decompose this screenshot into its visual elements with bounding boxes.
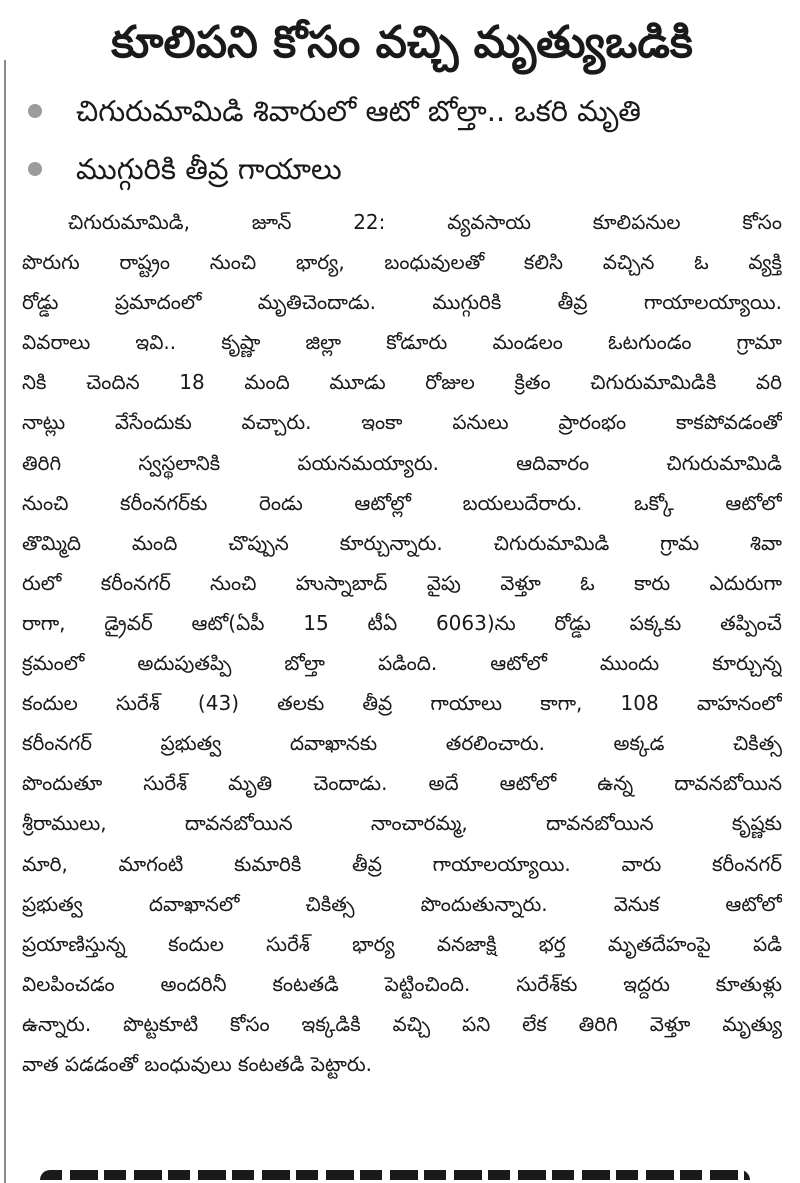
body-line: శ్రీరాములు, దావనబోయిన నాంచారమ్మ, దావనబోయిన కృష్ణకు bbox=[22, 811, 782, 836]
body-line: ప్రభుత్వ దవాఖానలో చికిత్స పొందుతున్నారు. వెనుక ఆటోలో bbox=[22, 891, 782, 916]
column-rule bbox=[4, 60, 6, 1183]
body-line: తొమ్మిది మంది చొప్పున కూర్చున్నారు. చిగురుమామిడి గ్రామ శివా bbox=[22, 530, 782, 555]
body-line: నాట్లు వేసేందుకు వచ్చారు. ఇంకా పనులు ప్రారంభం కాకపోవడంతో bbox=[22, 410, 782, 435]
body-line: ఉన్నారు. పొట్టకూటి కోసం ఇక్కడికి వచ్చి పని లేక తిరిగి వెళ్తూ మృత్యు bbox=[22, 1011, 782, 1036]
next-article-headline-cutoff bbox=[40, 1160, 750, 1180]
bullet-dot-icon bbox=[28, 104, 42, 118]
body-line: మారి, మాగంటి కుమారికి తీవ్ర గాయాలయ్యాయి. వారు కరీంనగర్ bbox=[22, 851, 782, 876]
body-line: క్రమంలో అదుపుతప్పి బోల్తా పడింది. ఆటోలో ముందు కూర్చున్న bbox=[22, 651, 782, 676]
subhead-item bbox=[22, 140, 782, 198]
body-line: కందుల సురేశ్ (43) తలకు తీవ్ర గాయాలు కాగా, 108 వాహనంలో bbox=[22, 691, 782, 716]
body-line: చిగురుమామిడి, జూన్ 22: వ్యవసాయ కూలిపనుల కోసం bbox=[68, 210, 782, 234]
headline: కూలిపని కోసం వచ్చి మృత్యుఒడికి bbox=[111, 17, 693, 68]
body-line: పొందుతూ సురేశ్ మృతి చెందాడు. అదే ఆటోలో ఉన్న దావనబోయిన bbox=[22, 771, 782, 796]
body-line: రులో కరీంనగర్ నుంచి హుస్నాబాద్ వైపు వెళ్తూ ఓ కారు ఎదురుగా bbox=[22, 570, 782, 595]
body-line: కరీంనగర్ ప్రభుత్వ దవాఖానకు తరలించారు. అక్కడ చికిత్స bbox=[22, 731, 782, 756]
body-line: ప్రయాణిస్తున్న కందుల సురేశ్ భార్య వనజాక్షి భర్త మృతదేహంపై పడి bbox=[22, 931, 782, 956]
body-line: నుంచి కరీంనగర్‌కు రెండు ఆటోల్లో బయలుదేరారు. ఒక్కో ఆటోలో bbox=[22, 490, 782, 515]
article-body bbox=[22, 202, 782, 1084]
body-line: వాత పడడంతో బంధువులు కంటతడి పెట్టారు. bbox=[22, 1051, 372, 1076]
body-line: తిరిగి స్వస్థలానికి పయనమయ్యారు. ఆదివారం చిగురుమామిడి bbox=[22, 450, 782, 475]
body-line: పొరుగు రాష్ట్రం నుంచి భార్య, బంధువులతో కలిసి వచ్చిన ఓ వ్యక్తి bbox=[22, 250, 782, 275]
subhead-item bbox=[22, 82, 782, 140]
subhead-text: చిగురుమామిడి శివారులో ఆటో బోల్తా.. ఒకరి మృతి bbox=[76, 94, 641, 128]
subhead-list bbox=[22, 82, 782, 198]
bullet-dot-icon bbox=[28, 162, 42, 176]
body-line: విలపించడం అందరినీ కంటతడి పెట్టించింది. సురేశ్‌కు ఇద్దరు కూతుళ్లు bbox=[22, 971, 782, 996]
body-line: రోడ్డు ప్రమాదంలో మృతిచెందాడు. ముగ్గురికి తీవ్ర గాయాలయ్యాయి. bbox=[22, 290, 782, 315]
news-article bbox=[22, 8, 782, 1084]
body-line: నికి చెందిన 18 మంది మూడు రోజుల క్రితం చిగురుమామిడికి వరి bbox=[22, 370, 782, 395]
body-line: వివరాలు ఇవి.. కృష్ణా జిల్లా కోడూరు మండలం ఓటగుండం గ్రామా bbox=[22, 330, 782, 355]
body-line: రాగా, డ్రైవర్ ఆటో(ఏపీ 15 టీఏ 6063)ను రోడ్డు పక్కకు తప్పించే bbox=[22, 610, 782, 635]
subhead-text: ముగ్గురికి తీవ్ర గాయాలు bbox=[76, 152, 342, 186]
